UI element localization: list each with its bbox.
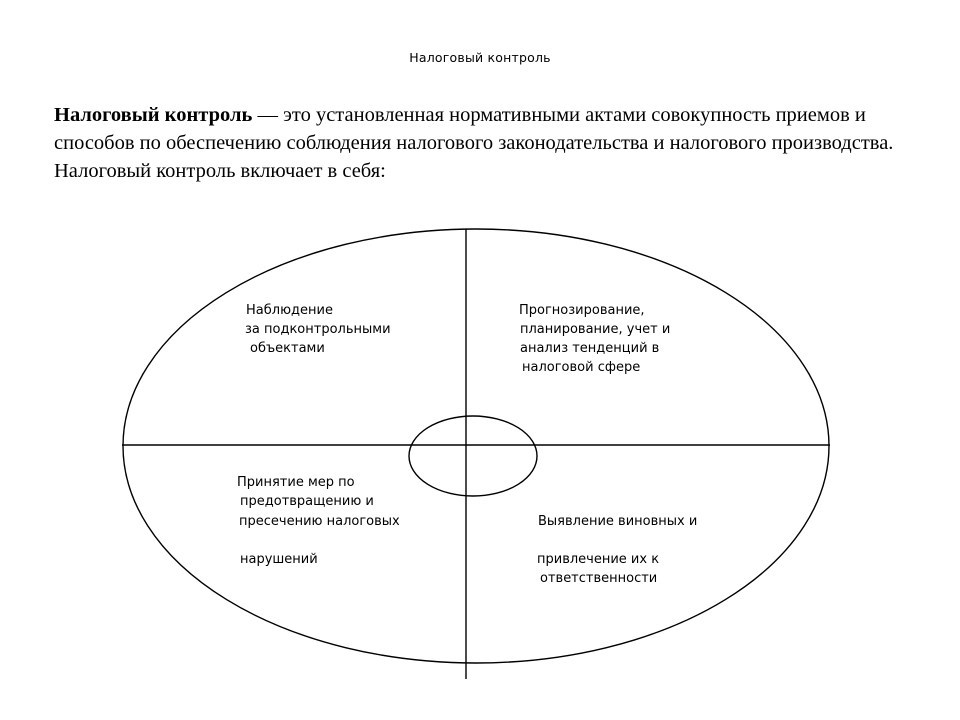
quadrant-line: Выявление виновных и xyxy=(538,514,698,529)
page-header: Налоговый контроль xyxy=(409,50,551,65)
definition-term: Налоговый контроль xyxy=(54,104,253,126)
quadrant-bottom-right xyxy=(537,514,697,586)
quadrant-line: за подконтрольными xyxy=(245,322,391,337)
outer-ellipse xyxy=(123,229,829,663)
quadrant-line: налоговой сфере xyxy=(522,360,641,375)
quadrant-line: анализ тенденций в xyxy=(520,341,660,356)
quadrant-line: Принятие мер по xyxy=(237,475,355,490)
quadrant-line: ответственности xyxy=(540,571,658,586)
quadrant-line: планирование, учет и xyxy=(520,322,671,337)
center-ellipse xyxy=(409,416,537,496)
quadrant-bottom-left xyxy=(237,475,400,567)
quadrant-line: объектами xyxy=(250,341,325,356)
quadrant-top-right xyxy=(519,303,670,375)
definition-body: — это установленная нормативными актами совокупность приемов и способов по обеспечению соблюдения налогового законодательства и налогового производства. Налоговый контроль включает в себя: xyxy=(54,104,894,182)
quadrant-line: Наблюдение xyxy=(246,303,333,318)
quadrant-line: нарушений xyxy=(240,552,318,567)
quadrant-line: привлечение их к xyxy=(537,552,660,567)
quadrant-line: Прогнозирование, xyxy=(519,303,645,318)
quadrant-line: пресечению налоговых xyxy=(239,514,400,529)
quadrant-line: предотвращению и xyxy=(240,494,374,509)
quadrant-top-left xyxy=(245,303,391,356)
